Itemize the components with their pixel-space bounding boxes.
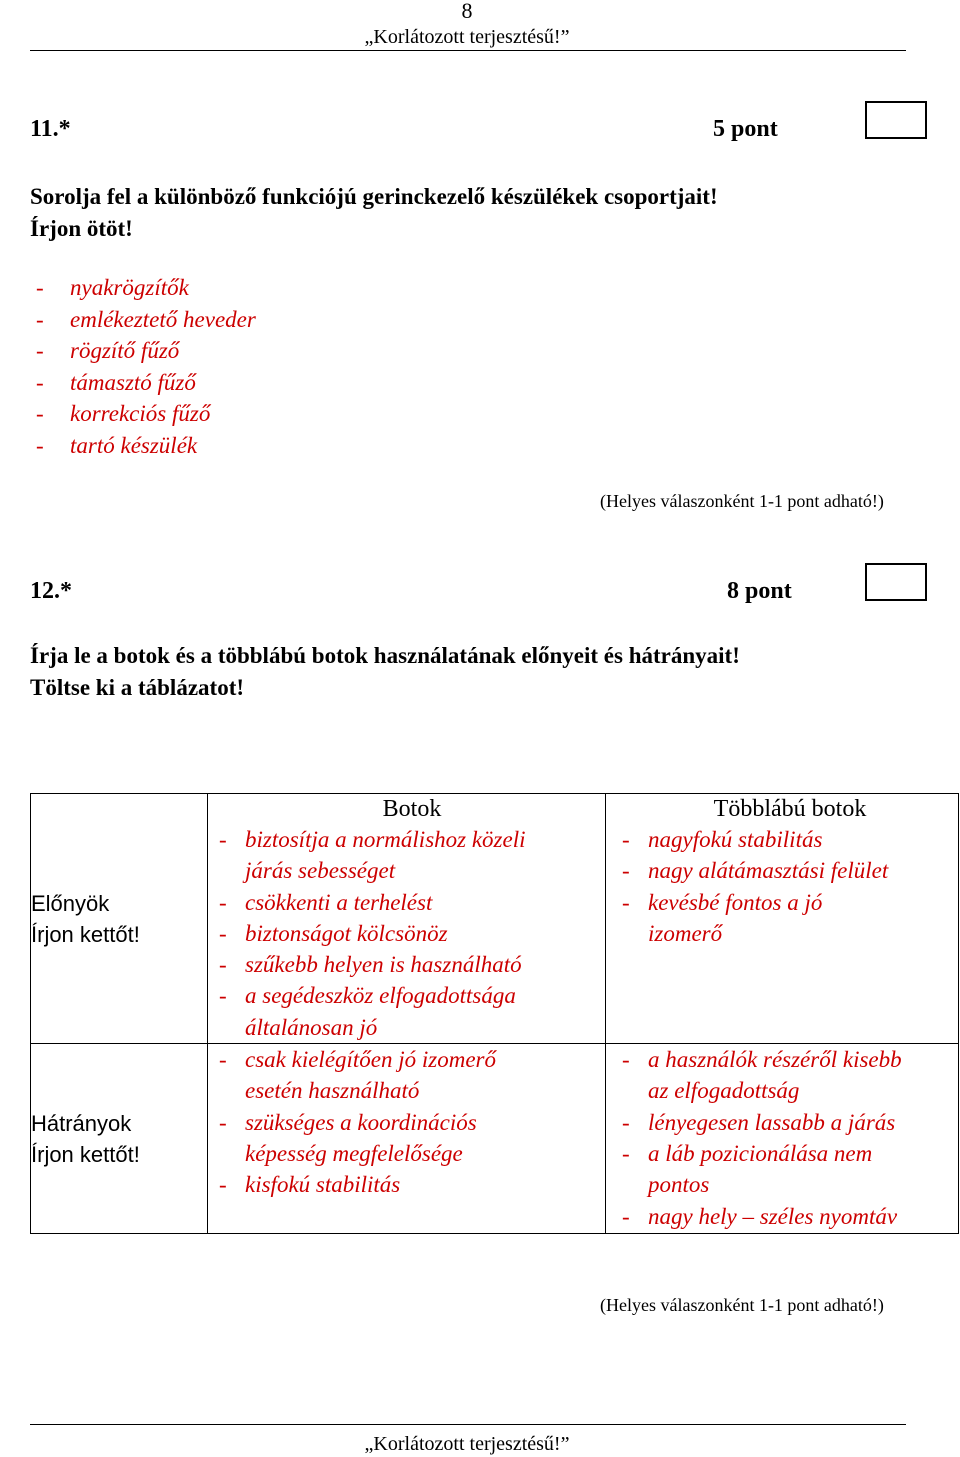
item-text [648, 1201, 897, 1232]
list-item [219, 1107, 605, 1170]
bullet-dash: - [219, 1109, 227, 1135]
page-header: „Korlátozott terjesztésű!” [364, 26, 570, 48]
list-item [36, 367, 256, 399]
table-row-advantages [31, 794, 959, 1044]
bullet-dash: - [36, 338, 44, 363]
item-text [648, 855, 888, 886]
bullet-dash: - [219, 827, 227, 852]
item-text-line: általánosan jó [245, 1014, 378, 1040]
item-text-line: pontos [648, 1172, 710, 1198]
item-text-line: lényegesen lassabb a járás [648, 1109, 896, 1135]
item-text [245, 918, 448, 949]
item-text-line: nagy hely – széles nyomtáv [648, 1203, 898, 1229]
label-disadvantages: Hátrányok [31, 1110, 132, 1136]
item-text [245, 1107, 477, 1170]
item-text-line: csökkenti a terhelést [245, 889, 433, 915]
list-item [36, 335, 256, 367]
list-item [219, 918, 605, 949]
page-footer: „Korlátozott terjesztésű!” [364, 1433, 570, 1455]
bullet-dash: - [219, 952, 227, 978]
list-item [622, 887, 958, 950]
item-text-line: nagy alátámasztási felület [648, 858, 889, 884]
item-text-line: a segédeszköz elfogadottsága [245, 983, 516, 1009]
list-item [219, 949, 605, 980]
bullet-dash: - [219, 1172, 227, 1198]
item-text [245, 824, 526, 887]
bullet-dash: - [36, 275, 44, 300]
item-text-line: biztosítja a normálishoz közeli [245, 827, 526, 852]
item-text [245, 949, 522, 980]
label-advantages: Előnyök [31, 890, 110, 916]
item-text-line: nagyfokú stabilitás [648, 827, 823, 852]
q11-number: 11.* [30, 116, 71, 142]
item-text [245, 980, 516, 1043]
botok-advantages-list [219, 824, 605, 1043]
footer-rule [30, 1424, 906, 1425]
list-item [219, 1044, 605, 1107]
item-text-line: a láb pozicionálása nem [648, 1140, 873, 1166]
answer-text: tartó készülék [70, 432, 198, 458]
row-label-advantages [31, 794, 208, 1044]
header-botok: Botok [382, 796, 442, 822]
bullet-dash: - [622, 1047, 630, 1073]
bullet-dash: - [622, 889, 630, 915]
item-text-line: csak kielégítően jó izomerő [245, 1047, 497, 1073]
item-text-line: biztonságot kölcsönöz [245, 920, 448, 946]
list-item [622, 1044, 958, 1107]
header-rule [30, 50, 906, 51]
list-item [622, 855, 958, 886]
bullet-dash: - [622, 1140, 630, 1166]
item-text [648, 1107, 895, 1138]
list-item [36, 398, 256, 430]
label-disadvantages-instruction: Írjon kettőt! [31, 1141, 140, 1167]
bullet-dash: - [622, 1203, 630, 1229]
list-item [622, 1107, 958, 1138]
item-text-line: a használók részéről kisebb [648, 1047, 902, 1073]
tobblabu-disadvantages-list [622, 1044, 958, 1232]
item-text [648, 1044, 902, 1107]
bullet-dash: - [622, 858, 630, 884]
list-item [219, 980, 605, 1043]
bullet-dash: - [219, 889, 227, 915]
q11-answer-list [36, 272, 256, 461]
item-text-line: esetén használható [245, 1078, 420, 1104]
q12-number: 12.* [30, 578, 72, 604]
q12-task-line1: Írja le a botok és a többlábú botok használatának előnyeit és hátrányait! [30, 643, 740, 668]
list-item [36, 272, 256, 304]
q12-points: 8 pont [727, 578, 792, 604]
answer-text: emlékeztető heveder [70, 306, 256, 332]
item-text-line: járás sebességet [245, 858, 396, 884]
item-text [245, 1044, 496, 1107]
item-text-line: szükséges a koordinációs [245, 1109, 477, 1135]
botok-disadvantages-list [219, 1044, 605, 1200]
comparison-table [30, 793, 959, 1234]
q12-task-line2: Töltse ki a táblázatot! [30, 675, 245, 700]
bullet-dash: - [36, 401, 44, 426]
item-text [648, 824, 822, 855]
answer-text: rögzítő fűző [70, 338, 180, 363]
list-item [622, 824, 958, 855]
list-item [219, 824, 605, 887]
bullet-dash: - [36, 432, 44, 458]
table-row-disadvantages [31, 1044, 959, 1234]
q11-points: 5 pont [713, 116, 778, 142]
cell-tobblabu-disadvantages [606, 1044, 959, 1234]
header-tobblabu: Többlábú botok [713, 796, 867, 822]
q11-task-line1: Sorolja fel a különböző funkciójú gerinckezelő készülékek csoportjait! [30, 184, 718, 209]
bullet-dash: - [36, 306, 44, 332]
list-item [219, 887, 605, 918]
page-number: 8 [461, 0, 473, 23]
answer-text: korrekciós fűző [70, 401, 211, 426]
bullet-dash: - [219, 983, 227, 1009]
cell-botok-advantages [208, 794, 606, 1044]
item-text-line: képesség megfelelősége [245, 1140, 463, 1166]
list-item [622, 1138, 958, 1201]
bullet-dash: - [219, 920, 227, 946]
q11-scoring-note: (Helyes válaszonként 1-1 pont adható!) [600, 491, 884, 511]
row-label-disadvantages [31, 1044, 208, 1234]
q12-scoring-note: (Helyes válaszonként 1-1 pont adható!) [600, 1295, 884, 1315]
bullet-dash: - [36, 369, 44, 395]
q12-score-box[interactable] [865, 563, 927, 601]
answer-text: támasztó fűző [70, 369, 196, 395]
tobblabu-advantages-list [622, 824, 958, 949]
item-text-line: az elfogadottság [648, 1078, 800, 1104]
cell-tobblabu-advantages [606, 794, 959, 1044]
cell-botok-disadvantages [208, 1044, 606, 1234]
bullet-dash: - [219, 1047, 227, 1073]
item-text [245, 887, 432, 918]
item-text [648, 887, 822, 950]
item-text [648, 1138, 872, 1201]
list-item [622, 1201, 958, 1232]
bullet-dash: - [622, 1109, 630, 1135]
list-item [36, 430, 256, 462]
item-text [245, 1169, 400, 1200]
item-text-line: kevésbé fontos a jó [648, 889, 823, 915]
item-text-line: szűkebb helyen is használható [245, 952, 522, 978]
item-text-line: kisfokú stabilitás [245, 1172, 401, 1198]
answer-text: nyakrögzítők [70, 275, 189, 300]
bullet-dash: - [622, 827, 630, 852]
q11-score-box[interactable] [865, 101, 927, 139]
list-item [36, 304, 256, 336]
label-advantages-instruction: Írjon kettőt! [31, 921, 140, 947]
q11-task-line2: Írjon ötöt! [30, 216, 133, 241]
list-item [219, 1169, 605, 1200]
item-text-line: izomerő [648, 920, 723, 946]
